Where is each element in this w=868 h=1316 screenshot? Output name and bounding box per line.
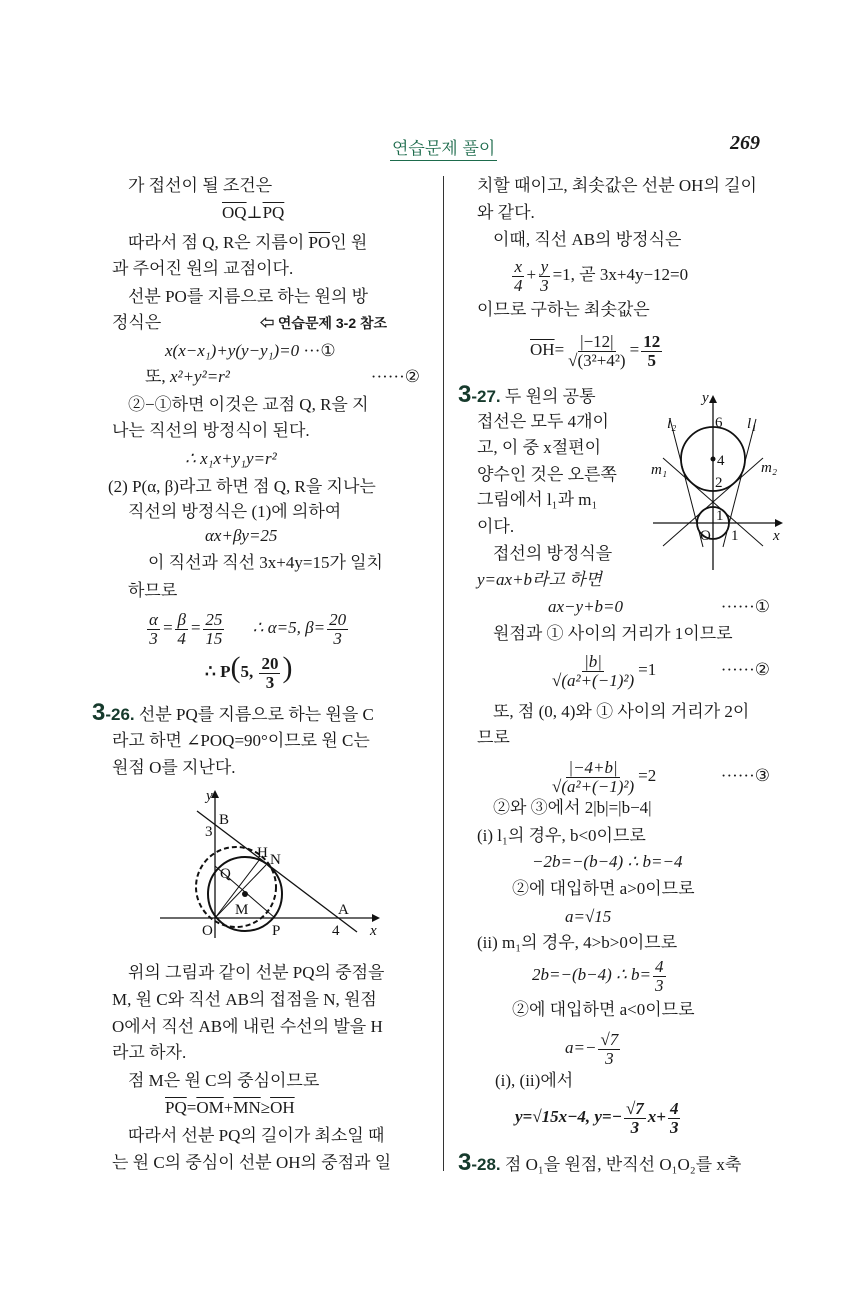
text: 따라서 점 Q, R은 지름이: [128, 233, 309, 252]
equals: =: [554, 340, 565, 359]
equation: a=√15: [565, 907, 612, 926]
center-point: [711, 457, 716, 462]
fraction: [566, 333, 627, 370]
label-h: H: [257, 845, 268, 861]
fraction: [512, 258, 525, 295]
text-line: 와 같다.: [477, 203, 535, 222]
equation: [532, 955, 668, 995]
text-line: 원점 O를 지난다.: [112, 758, 236, 777]
denominator: 3: [605, 1048, 614, 1068]
numerator: 4: [669, 1098, 679, 1118]
segment: $\overline{PQ}$: [165, 1098, 187, 1117]
equation: [530, 330, 664, 370]
numerator: x: [514, 256, 523, 276]
text-line: 과 주어진 원의 교점이다.: [112, 259, 294, 278]
equation: [548, 650, 770, 690]
text-line: 이다.: [477, 517, 515, 536]
segment: $\overline{MN}$: [233, 1098, 261, 1117]
segment: $\overline{OH}$: [270, 1098, 295, 1117]
problem-index: -27.: [471, 387, 501, 406]
label-n: N: [270, 852, 281, 868]
numerator: α: [149, 609, 158, 629]
problem-number: [458, 1149, 501, 1176]
x-label: x: [370, 923, 377, 939]
text: =1, 곧 3x+4y−12=0: [552, 265, 689, 284]
text: 인 원: [330, 233, 368, 252]
text: 점 O₁을 원점, 반직선 O₁O₂를 x축: [504, 1155, 742, 1174]
text-line: 이므로 구하는 최솟값은: [477, 300, 650, 319]
arrow-icon: [372, 914, 380, 922]
equation: [565, 1028, 622, 1068]
text-line: ②에 대입하면 a>0이므로: [512, 879, 695, 898]
equation-marker: ······②: [370, 367, 420, 386]
point-m: [242, 891, 248, 897]
text-line: 직선의 방정식은 (1)에 의하여: [128, 502, 342, 521]
numerator: √7: [625, 1098, 644, 1118]
text: 2b=−(b−4) ∴ b=: [532, 965, 652, 984]
answer: ∴ P(5, $\frac{20}{3}$ ): [205, 651, 293, 692]
label-a: A: [338, 902, 349, 918]
arrow-icon: [775, 519, 783, 527]
denominator: 3: [630, 1117, 640, 1137]
denominator: 3: [333, 628, 342, 648]
text-line: 라고 하면 ∠POQ=90°이므로 원 C는: [112, 731, 370, 750]
text: 또,: [145, 367, 170, 386]
denominator: 3: [669, 1117, 679, 1137]
denominator: 3: [655, 975, 664, 995]
fraction: [550, 759, 636, 796]
denominator: 4: [177, 628, 186, 648]
text-line: 라고 하자.: [112, 1043, 187, 1062]
equation: [165, 340, 336, 362]
text-line: 고, 이 중 x절편이: [477, 438, 602, 457]
chapter-number: 3: [458, 1149, 472, 1176]
problem-index: -28.: [471, 1155, 501, 1174]
numerator: |−12|: [580, 331, 614, 351]
denominator: 15: [205, 628, 223, 648]
equation: [510, 256, 688, 295]
fraction: [203, 611, 224, 648]
fraction: [653, 958, 666, 995]
problem-number: [92, 699, 135, 726]
tick-2: 2: [715, 475, 723, 491]
equation-marker: ······③: [720, 766, 770, 785]
tangent-l1: [723, 419, 756, 547]
fraction: [598, 1031, 620, 1068]
text-line: 양수인 것은 오른쪽: [477, 465, 617, 484]
equals: =: [189, 618, 202, 637]
tick-6: 6: [715, 415, 723, 431]
text-line: 하므로: [128, 581, 178, 600]
text-line: 위의 그림과 같이 선분 PQ의 중점을: [128, 963, 385, 982]
text-line: 그림에서 l₁과 m₁: [477, 490, 598, 509]
tick-4: 4: [717, 453, 725, 469]
denominator: 3: [540, 275, 549, 295]
text: 5,: [240, 662, 258, 681]
numerator: y: [540, 256, 549, 276]
equation: [165, 1097, 295, 1119]
numerator: β: [177, 609, 186, 629]
numerator: 25: [205, 609, 223, 629]
numerator: 20: [261, 653, 279, 673]
arrow-icon: [709, 395, 717, 403]
text: =1: [638, 660, 657, 679]
equation-1: ax−y+b=0: [548, 597, 624, 616]
reference-text: 연습문제 3-2 참조: [277, 315, 388, 331]
fraction: [259, 655, 280, 692]
equals: =: [161, 618, 174, 637]
text-line: 점 M은 원 C의 중심이므로: [128, 1071, 320, 1090]
equation-marker: ······①: [720, 597, 770, 616]
text: a=−: [565, 1038, 597, 1057]
cross-reference: [260, 312, 387, 334]
label-l1: l₁: [747, 416, 757, 432]
problem-number: [458, 381, 501, 408]
denominator: 4: [514, 275, 523, 295]
text-line: 접선은 모두 4개이: [477, 412, 609, 431]
fraction: [668, 1100, 681, 1137]
label-m1: m₁: [651, 462, 668, 478]
text-line: (2) P(α, β)라고 하면 점 Q, R을 지나는: [108, 477, 376, 496]
fraction: [641, 333, 662, 370]
tick-1-x: 1: [731, 528, 739, 544]
text-line: 접선의 방정식을: [493, 544, 613, 563]
fraction: [550, 653, 636, 690]
text-line: (ii) m₁의 경우, 4>b>0이므로: [477, 933, 678, 952]
chapter-number: 3: [92, 699, 106, 726]
denominator: 3: [265, 672, 275, 692]
equation-1: x(x−x₁)+y(y−y₁)=0: [165, 341, 300, 360]
plus: +: [526, 265, 537, 284]
math-line: [222, 202, 284, 224]
label-b: B: [219, 812, 230, 828]
equation-marker: ···①: [303, 341, 336, 360]
fraction: [175, 611, 188, 648]
numerator: 4: [655, 956, 664, 976]
segment: $\overline{OM}$: [196, 1098, 224, 1117]
text-line: [112, 312, 388, 334]
text-line: 원점과 ① 사이의 거리가 1이므로: [493, 624, 733, 643]
text-line: 나는 직선의 방정식이 된다.: [112, 421, 310, 440]
equation-2: x²+y²=r²: [169, 367, 230, 386]
y-label: y: [206, 788, 213, 804]
figure-3-26: [160, 780, 390, 940]
ge: ≥: [260, 1098, 271, 1117]
text-line: 는 원 C의 중심이 선분 OH의 중점과 일: [112, 1153, 392, 1172]
text: y=√15x−4, y=−: [515, 1107, 622, 1126]
equation: [548, 756, 770, 796]
text-line: 따라서 선분 PQ의 길이가 최소일 때: [128, 1126, 385, 1145]
text-line: 치할 때이고, 최솟값은 선분 OH의 길이: [477, 176, 757, 195]
equation: [145, 608, 350, 648]
label-m2: m₂: [761, 460, 778, 476]
label-p: P: [272, 923, 281, 939]
tick-1-y: 1: [716, 508, 724, 524]
equation: −2b=−(b−4) ∴ b=−4: [532, 852, 683, 871]
tangent-l2: [670, 419, 703, 547]
x-label: x: [773, 528, 780, 544]
text-line: O에서 직선 AB에 내린 수선의 발을 H: [112, 1017, 383, 1036]
problem-index: -26.: [105, 705, 135, 724]
y-label: y: [702, 390, 709, 406]
numerator: 12: [643, 331, 661, 351]
segment-po: $\overline{PO}$: [308, 233, 331, 252]
segment-oq: $\overline{OQ}$: [222, 203, 247, 222]
text: 두 원의 공통: [504, 387, 596, 406]
text: =2: [638, 766, 657, 785]
text-line: 또, 점 (0, 4)와 ① 사이의 거리가 2이: [493, 702, 750, 721]
equation: [145, 366, 420, 388]
answer: [515, 1097, 682, 1137]
text-line: y=ax+b라고 하면: [477, 570, 602, 589]
page-number: 269: [730, 132, 760, 154]
text: ∴ P: [205, 662, 231, 681]
problem-3-26: [92, 699, 374, 726]
label-o: O: [202, 923, 213, 939]
text-line: 므로: [477, 728, 510, 747]
denominator: √(a²+(−1)²): [552, 670, 635, 690]
fraction: [538, 258, 551, 295]
section-title: 연습문제 풀이: [390, 134, 497, 161]
denominator: √(3²+4²): [568, 350, 626, 370]
text-line: [128, 232, 367, 254]
numerator: √7: [600, 1029, 619, 1049]
label-q: Q: [220, 866, 231, 882]
tick-4: 4: [332, 923, 340, 939]
label-o: O: [700, 528, 711, 544]
figure-3-27: [645, 390, 790, 575]
tick-3: 3: [205, 824, 213, 840]
segment-oh: $\overline{OH}$: [530, 340, 555, 359]
text-line: 이때, 직선 AB의 방정식은: [493, 230, 682, 249]
equation-marker: ······②: [720, 660, 770, 679]
text-line: (i) l₁의 경우, b<0이므로: [477, 826, 646, 845]
fraction: [327, 611, 348, 648]
text: 선분 PQ를 지름으로 하는 원을 C: [138, 705, 374, 724]
label-m: M: [235, 902, 249, 918]
text-line: ②와 ③에서 2|b|=|b−4|: [493, 798, 652, 817]
perp-symbol: ⊥: [246, 203, 263, 222]
result: ∴ α=5, β=: [252, 618, 326, 637]
segment-pq: $\overline{PQ}$: [262, 203, 285, 222]
text-line: M, 원 C와 직선 AB의 접점을 N, 원점: [112, 990, 377, 1009]
text-line: ②−①하면 이것은 교점 Q, R을 지: [128, 395, 369, 414]
arrow-left-icon: ⇦: [260, 315, 274, 331]
chapter-number: 3: [458, 381, 472, 408]
text-line: (i), (ii)에서: [495, 1071, 574, 1090]
equation: [548, 596, 770, 618]
denominator: 5: [647, 350, 656, 370]
equals: =: [629, 340, 640, 359]
label-l2: l₂: [667, 416, 677, 432]
fraction: [624, 1100, 646, 1137]
problem-3-28: [458, 1149, 742, 1176]
plus: +: [223, 1098, 234, 1117]
fraction: [147, 611, 160, 648]
column-divider: [443, 176, 444, 1171]
text-line: ②에 대입하면 a<0이므로: [512, 1000, 695, 1019]
text: x+: [647, 1107, 666, 1126]
text-line: 가 접선이 될 조건은: [128, 176, 273, 195]
text-line: 이 직선과 직선 3x+4y=15가 일치: [148, 553, 383, 572]
denominator: 3: [149, 628, 158, 648]
text-line: 선분 PO를 지름으로 하는 원의 방: [128, 287, 369, 306]
equation: ∴ x₁x+y₁y=r²: [185, 449, 277, 468]
numerator: |b|: [584, 651, 602, 671]
equation: αx+βy=25: [205, 526, 278, 545]
denominator: √(a²+(−1)²): [552, 776, 635, 796]
text: 정식은: [112, 313, 162, 332]
equals: =: [186, 1098, 197, 1117]
problem-3-27: [458, 381, 596, 408]
numerator: 20: [329, 609, 347, 629]
numerator: |−4+b|: [568, 757, 618, 777]
